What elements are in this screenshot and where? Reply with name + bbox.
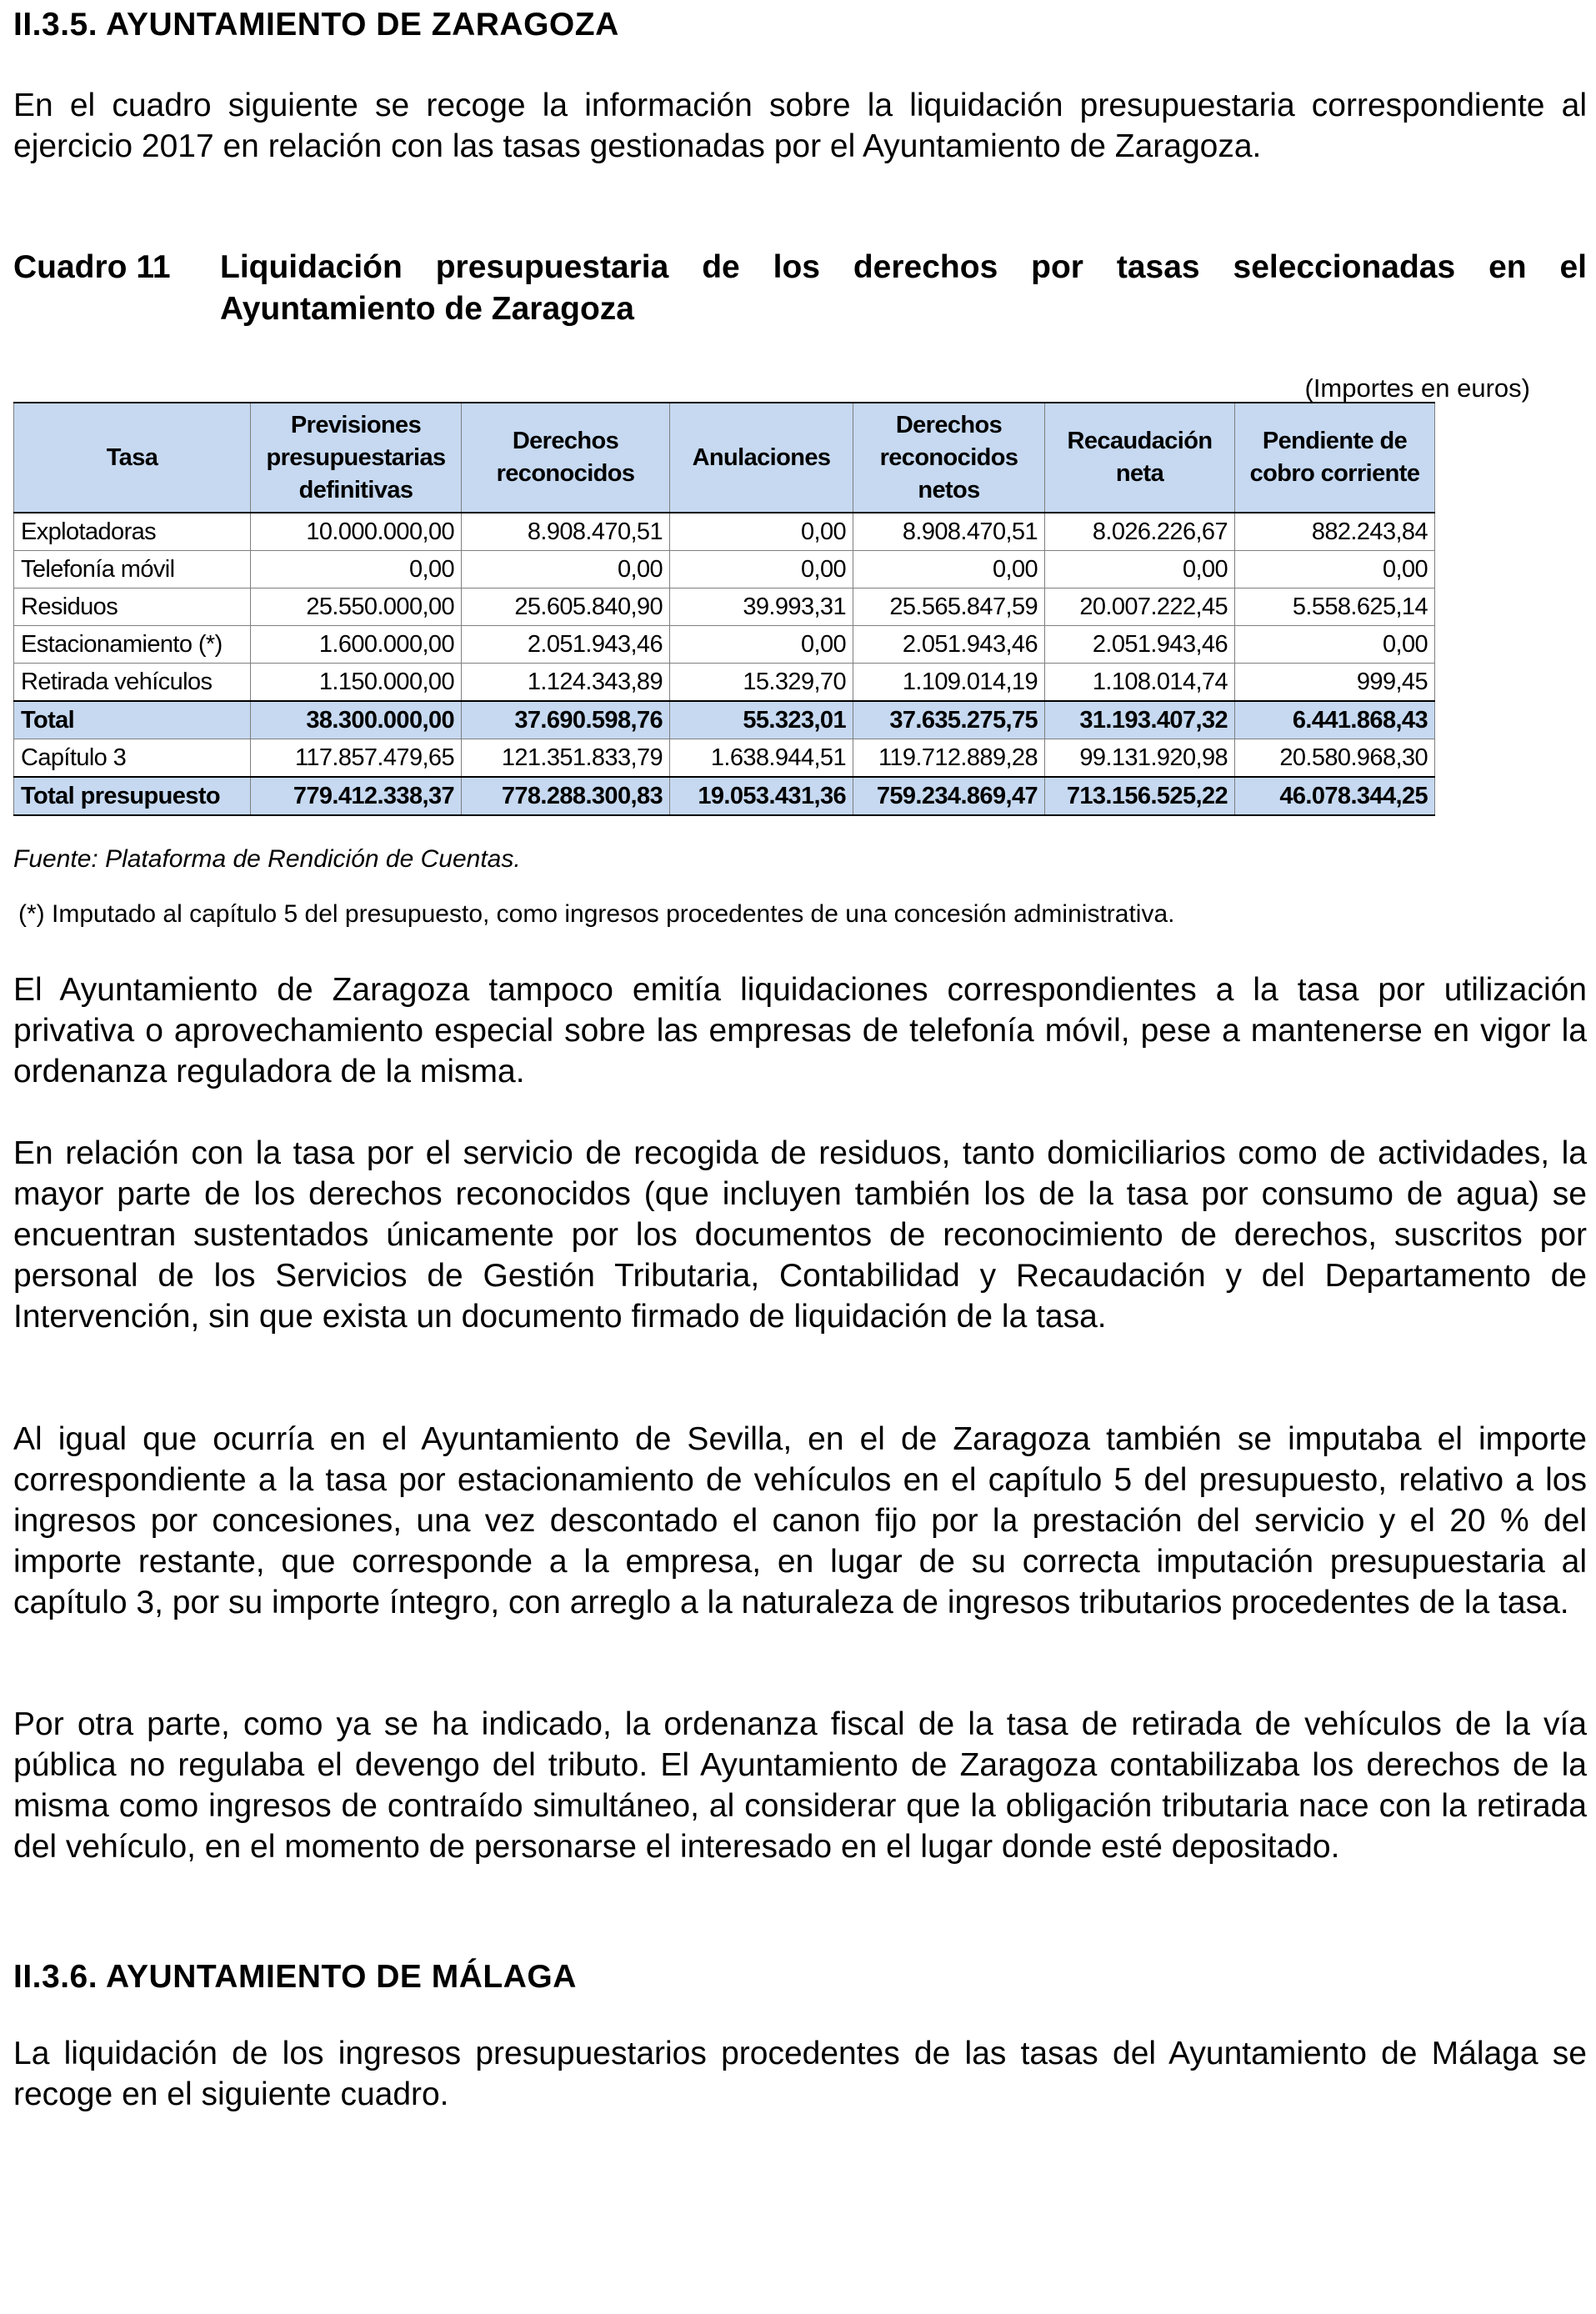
table-cell: Residuos xyxy=(14,589,251,626)
header-tasa: Tasa xyxy=(14,403,251,513)
table-cell: 0,00 xyxy=(1235,551,1435,589)
table-row xyxy=(14,664,1435,702)
paragraph-estacionamiento: Al igual que ocurría en el Ayuntamiento de Sevilla, en el de Zaragoza también se imputaba el importe correspondiente a la tasa por estacionamiento de vehículos en el capítulo 5 del presupuesto, relativo a los ingresos por concesiones, una vez descontado el canon fijo por la prestación del servicio y el 20 % del importe restante, que corresponde a la empresa, en lugar de su correcta imputación presupuestaria al capítulo 3, por su importe íntegro, con arreglo a la naturaleza de ingresos tributarios procedentes de la tasa. xyxy=(13,1421,1587,1620)
intro-paragraph: En el cuadro siguiente se recoge la información sobre la liquidación presupuestaria correspondiente al ejercicio 2017 en relación con las tasas gestionadas por el Ayuntamiento de Zaragoza. xyxy=(13,88,1587,164)
table-cell: 0,00 xyxy=(1235,626,1435,664)
table-cell: 8.908.470,51 xyxy=(853,513,1045,551)
table-cell: 19.053.431,36 xyxy=(670,777,853,815)
table-row xyxy=(14,513,1435,551)
units-note: (Importes en euros) xyxy=(1304,373,1530,403)
table-cell: 1.108.014,74 xyxy=(1045,664,1235,702)
table-header-row xyxy=(14,403,1435,513)
table-cell: 1.600.000,00 xyxy=(251,626,462,664)
table-row-total-presupuesto xyxy=(14,777,1435,815)
table-cell: 25.605.840,90 xyxy=(462,589,670,626)
table-cell: Capítulo 3 xyxy=(14,739,251,778)
table-cell: 31.193.407,32 xyxy=(1045,701,1235,739)
table-cell: 10.000.000,00 xyxy=(251,513,462,551)
table-cell: 121.351.833,79 xyxy=(462,739,670,778)
table-row xyxy=(14,626,1435,664)
table-cell: 99.131.920,98 xyxy=(1045,739,1235,778)
table-cell: 0,00 xyxy=(670,513,853,551)
table-cell: 1.109.014,19 xyxy=(853,664,1045,702)
caption-text: Liquidación presupuestaria de los derechos por tasas seleccionadas en el Ayuntamiento de Zaragoza xyxy=(220,249,1587,327)
table-cell: 6.441.868,43 xyxy=(1235,701,1435,739)
table-cell: 46.078.344,25 xyxy=(1235,777,1435,815)
table-cell: 2.051.943,46 xyxy=(853,626,1045,664)
table-cell: 759.234.869,47 xyxy=(853,777,1045,815)
table-cell: Explotadoras xyxy=(14,513,251,551)
malaga-intro-paragraph: La liquidación de los ingresos presupuestarios procedentes de las tasas del Ayuntamiento de Málaga se recoge en el siguiente cuadro. xyxy=(13,2036,1587,2112)
table-source: Fuente: Plataforma de Rendición de Cuentas. xyxy=(13,845,521,873)
table-row xyxy=(14,739,1435,778)
header-pendiente: Pendiente de cobro corriente xyxy=(1235,403,1435,513)
table-row xyxy=(14,551,1435,589)
table-cell: 15.329,70 xyxy=(670,664,853,702)
table-cell: Telefonía móvil xyxy=(14,551,251,589)
paragraph-telefonia: El Ayuntamiento de Zaragoza tampoco emitía liquidaciones correspondientes a la tasa por utilización privativa o aprovechamiento especial sobre las empresas de telefonía móvil, pese a mantenerse en vigor la ordenanza reguladora de la misma. xyxy=(13,972,1587,1089)
table-cell: 8.908.470,51 xyxy=(462,513,670,551)
section-heading-malaga: II.3.6. AYUNTAMIENTO DE MÁLAGA xyxy=(13,1959,577,1995)
table-cell: 0,00 xyxy=(251,551,462,589)
table-cell: 0,00 xyxy=(670,626,853,664)
section-heading-zaragoza: II.3.5. AYUNTAMIENTO DE ZARAGOZA xyxy=(13,7,619,43)
table-cell: 778.288.300,83 xyxy=(462,777,670,815)
table-cell: 999,45 xyxy=(1235,664,1435,702)
table-cell: 20.007.222,45 xyxy=(1045,589,1235,626)
liquidation-table xyxy=(13,402,1435,816)
header-derechos-netos: Derechos reconocidos netos xyxy=(853,403,1045,513)
table-cell: 117.857.479,65 xyxy=(251,739,462,778)
table-cell: 119.712.889,28 xyxy=(853,739,1045,778)
table-cell: 5.558.625,14 xyxy=(1235,589,1435,626)
table-cell: 20.580.968,30 xyxy=(1235,739,1435,778)
table-cell: Estacionamiento (*) xyxy=(14,626,251,664)
table-cell: 1.150.000,00 xyxy=(251,664,462,702)
table-cell: 0,00 xyxy=(1045,551,1235,589)
table-cell: 38.300.000,00 xyxy=(251,701,462,739)
caption-number: Cuadro 11 xyxy=(13,249,171,285)
paragraph-residuos: En relación con la tasa por el servicio de recogida de residuos, tanto domiciliarios como de actividades, la mayor parte de los derechos reconocidos (que incluyen también los de la tasa por consumo de agua) se encuentran sustentados únicamente por los documentos de reconocimiento de derechos, suscritos por personal de los Servicios de Gestión Tributaria, Contabilidad y Recaudación y del Departamento de Intervención, sin que exista un documento firmado de liquidación de la tasa. xyxy=(13,1135,1587,1335)
table-cell: 39.993,31 xyxy=(670,589,853,626)
table-cell: Retirada vehículos xyxy=(14,664,251,702)
table-cell: 25.550.000,00 xyxy=(251,589,462,626)
table-cell: Total xyxy=(14,701,251,739)
table-cell: 37.635.275,75 xyxy=(853,701,1045,739)
table-cell: 1.124.343,89 xyxy=(462,664,670,702)
header-previsiones: Previsiones presupuestarias definitivas xyxy=(251,403,462,513)
table-cell: 779.412.338,37 xyxy=(251,777,462,815)
table-cell: 8.026.226,67 xyxy=(1045,513,1235,551)
table-cell: 0,00 xyxy=(670,551,853,589)
table-cell: 55.323,01 xyxy=(670,701,853,739)
table-cell: 37.690.598,76 xyxy=(462,701,670,739)
header-derechos-reconocidos: Derechos reconocidos xyxy=(462,403,670,513)
table-cell: 882.243,84 xyxy=(1235,513,1435,551)
table-row-total xyxy=(14,701,1435,739)
table-cell: 2.051.943,46 xyxy=(462,626,670,664)
table-footnote: (*) Imputado al capítulo 5 del presupuesto, como ingresos procedentes de una concesión administrativa. xyxy=(18,900,1175,928)
table-cell: 2.051.943,46 xyxy=(1045,626,1235,664)
table-cell: 713.156.525,22 xyxy=(1045,777,1235,815)
table-cell: Total presupuesto xyxy=(14,777,251,815)
table-row xyxy=(14,589,1435,626)
table-cell: 1.638.944,51 xyxy=(670,739,853,778)
table-cell: 0,00 xyxy=(853,551,1045,589)
header-recaudacion: Recaudación neta xyxy=(1045,403,1235,513)
table-cell: 25.565.847,59 xyxy=(853,589,1045,626)
paragraph-retirada: Por otra parte, como ya se ha indicado, la ordenanza fiscal de la tasa de retirada de vehículos de la vía pública no regulaba el devengo del tributo. El Ayuntamiento de Zaragoza contabilizaba los derechos de la misma como ingresos de contraído simultáneo, al considerar que la obligación tributaria nace con la retirada del vehículo, en el momento de personarse el interesado en el lugar donde esté depositado. xyxy=(13,1706,1587,1865)
table-cell: 0,00 xyxy=(462,551,670,589)
header-anulaciones: Anulaciones xyxy=(670,403,853,513)
